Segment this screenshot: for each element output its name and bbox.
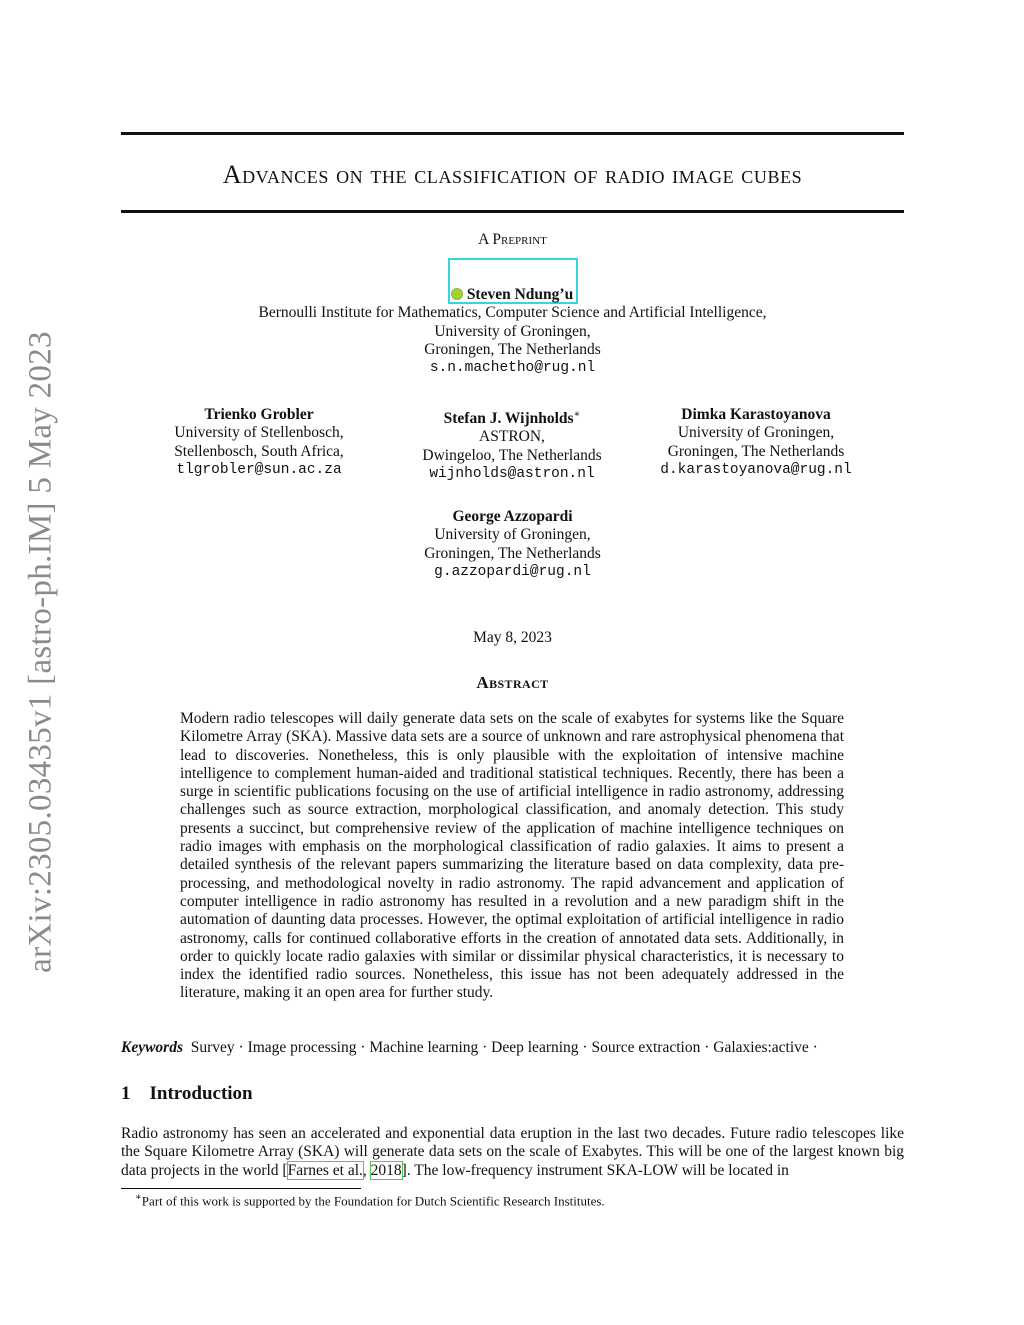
- coauthor-name: Trienko Grobler: [204, 406, 314, 423]
- coauthor-location: Dwingeloo, The Netherlands: [422, 446, 602, 464]
- last-author-email: g.azzopardi@rug.nl: [434, 563, 591, 580]
- citation-link-author[interactable]: Farnes et al.: [287, 1161, 363, 1179]
- title-top-rule: [121, 132, 904, 135]
- section-number: 1: [121, 1083, 131, 1104]
- coauthor-affiliation: University of Stellenbosch,: [174, 424, 344, 442]
- keywords-text: Survey · Image processing · Machine learning · Deep learning · Source extraction · Galaxies:active ·: [190, 1039, 818, 1056]
- last-author-block: [121, 508, 904, 581]
- orcid-icon[interactable]: [452, 289, 462, 299]
- intro-text-after: ]. The low-frequency instrument SKA-LOW will be located in: [401, 1161, 789, 1179]
- coauthor-block-wijnholds: [382, 406, 642, 483]
- main-author-name[interactable]: Steven Ndung’u: [466, 286, 574, 303]
- coauthor-affiliation: ASTRON,: [479, 428, 545, 446]
- preprint-label: A Preprint: [478, 231, 547, 248]
- keywords-label: Keywords: [121, 1039, 183, 1056]
- coauthor-email: d.karastoyanova@rug.nl: [660, 461, 852, 478]
- main-author-name-line[interactable]: [121, 286, 904, 304]
- coauthor-affiliation: University of Groningen,: [677, 424, 835, 442]
- citation-separator: ,: [362, 1161, 371, 1179]
- paper-date: May 8, 2023: [473, 629, 552, 646]
- intro-text-before: Radio astronomy has seen an accelerated and exponential data eruption in the last two decades. Future radio telescopes like the Square Kilometre Array (SKA) will generate data sets on the scale of Exabytes. This will be one of the largest known big data projects in the world [: [121, 1125, 904, 1179]
- coauthor-block-grobler: [139, 406, 379, 479]
- main-author-affiliation-3: Groningen, The Netherlands: [424, 340, 601, 358]
- footnote-marker[interactable]: ∗: [573, 409, 581, 420]
- keywords-line: [121, 1039, 818, 1057]
- coauthor-email: tlgrobler@sun.ac.za: [176, 461, 342, 478]
- last-author-location: Groningen, The Netherlands: [424, 544, 601, 562]
- last-author-affiliation: University of Groningen,: [434, 526, 591, 544]
- citation-link-year[interactable]: 2018: [370, 1161, 402, 1179]
- abstract-heading: Abstract: [476, 673, 549, 692]
- coauthor-location: Stellenbosch, South Africa,: [174, 442, 344, 460]
- footnote-text: Part of this work is supported by the Foundation for Dutch Scientific Research Institutes.: [141, 1193, 605, 1209]
- coauthor-location: Groningen, The Netherlands: [667, 442, 845, 460]
- main-author-email: s.n.machetho@rug.nl: [429, 360, 596, 377]
- footnote-rule: [121, 1188, 361, 1189]
- section-title: Introduction: [149, 1083, 253, 1104]
- coauthor-name: Dimka Karastoyanova: [681, 406, 831, 423]
- paper-title: Advances on the classification of radio image cubes: [222, 160, 803, 189]
- coauthor-email: wijnholds@astron.nl: [429, 466, 595, 483]
- arxiv-sidebar-stamp: arXiv:2305.03435v1 [astro-ph.IM] 5 May 2023: [22, 331, 59, 973]
- section-heading: [121, 1083, 253, 1105]
- coauthor-block-karastoyanova: [636, 406, 876, 479]
- last-author-name: George Azzopardi: [452, 508, 573, 525]
- footnote: [135, 1192, 605, 1209]
- coauthor-name: Stefan J. Wijnholds: [443, 410, 574, 428]
- main-author-affiliation-2: University of Groningen,: [434, 322, 591, 340]
- footnote-mark: ∗: [135, 1192, 142, 1203]
- abstract-text: Modern radio telescopes will daily generate data sets on the scale of exabytes for systems like the Square Kilometre Array (SKA). Massive data sets are a source of unknown and rare astrophysical phenomena that lead to discoveries. Nonetheless, this is only plausible with the exploitation of intensive machine intelligence to complement human-aided and traditional statistical techniques. Recently, there has been a surge in scientific publications focusing on the use of artificial intelligence in radio astronomy, addressing challenges such as source extraction, morphological classification, and anomaly detection. This study presents a succinct, but comprehensive review of the application of machine intelligence techniques on radio images with emphasis on the morphological classification of radio galaxies. It aims to present a detailed synthesis of the relevant papers summarizing the literature based on data complexity, data pre-processing, and methodological novelty in radio astronomy. The rapid advancement and application of computer intelligence in radio astronomy has resulted in a revolution and a new paradigm shift in the automation of daunting data processes. However, the optimal exploitation of artificial intelligence in radio astronomy, calls for continued collaborative efforts in the creation of annotated data sets. Additionally, in order to quickly locate radio galaxies with similar or dissimilar physical characteristics, it is necessary to index the identified radio sources. Nonetheless, this issue has not been adequately addressed in the literature, making it an open area for further study.: [180, 710, 844, 1002]
- intro-paragraph: [121, 1125, 904, 1180]
- title-bottom-rule: [121, 210, 904, 213]
- main-author-block: [121, 286, 904, 377]
- coauthor-name-line: [382, 406, 642, 428]
- main-author-affiliation-1: Bernoulli Institute for Mathematics, Computer Science and Artificial Intelligence,: [258, 304, 767, 322]
